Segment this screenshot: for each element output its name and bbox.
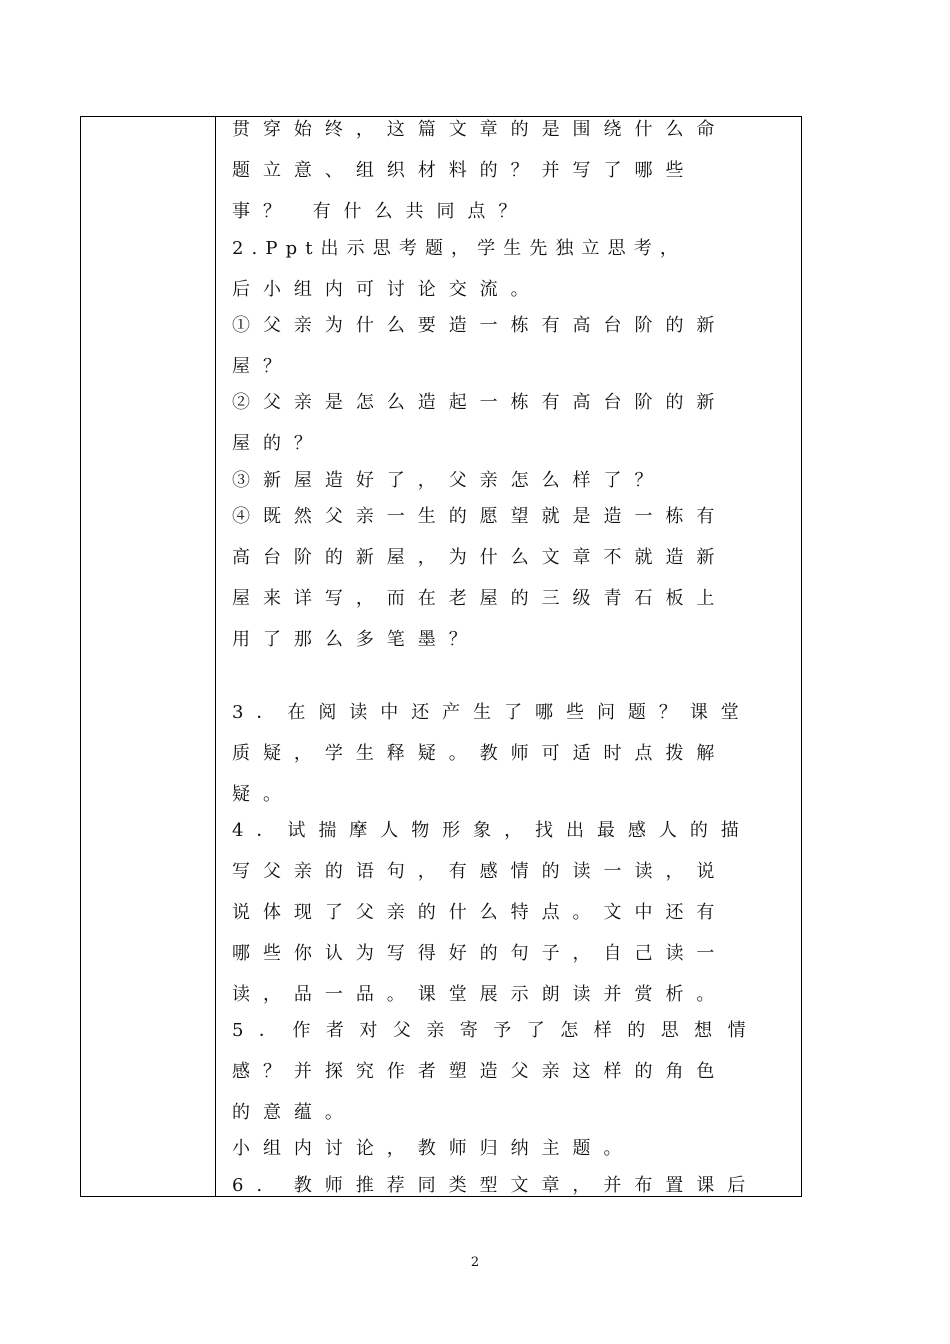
text-line: 屋？ <box>232 356 294 377</box>
text-line: 疑。 <box>232 784 294 805</box>
text-line: 写父亲的语句，有感情的读一读，说 <box>232 861 728 882</box>
text-line: 小组内讨论，教师归纳主题。 <box>232 1138 635 1159</box>
table-column-divider <box>215 116 216 1197</box>
text-line: 屋的？ <box>232 433 325 454</box>
text-line: 感？并探究作者塑造父亲这样的角色 <box>232 1061 728 1082</box>
page-number: 2 <box>470 1255 480 1270</box>
text-line: 读，品一品。课堂展示朗读并赏析。 <box>232 984 728 1005</box>
text-line: 的意蕴。 <box>232 1102 356 1123</box>
text-line: 题立意、组织材料的？并写了哪些 <box>232 160 697 181</box>
text-line: ①父亲为什么要造一栋有高台阶的新 <box>232 315 728 336</box>
text-line: 贯穿始终，这篇文章的是围绕什么命 <box>232 119 728 140</box>
text-line: 4．试揣摩人物形象，找出最感人的描 <box>232 820 752 841</box>
text-line: 哪些你认为写得好的句子，自己读一 <box>232 943 728 964</box>
text-line: 屋来详写，而在老屋的三级青石板上 <box>232 588 728 609</box>
text-line: 2.Ppt出示思考题，学生先独立思考， <box>232 238 686 259</box>
text-line: 说体现了父亲的什么特点。文中还有 <box>232 902 728 923</box>
text-line: 高台阶的新屋，为什么文章不就造新 <box>232 547 728 568</box>
text-line: 用了那么多笔墨？ <box>232 629 480 650</box>
text-line: 3．在阅读中还产生了哪些问题？课堂 <box>232 702 752 723</box>
text-line: 质疑，学生释疑。教师可适时点拨解 <box>232 743 728 764</box>
text-line: ③新屋造好了，父亲怎么样了？ <box>232 470 666 491</box>
text-line: ②父亲是怎么造起一栋有高台阶的新 <box>232 392 728 413</box>
text-line: 5．作者对父亲寄予了怎样的思想情 <box>232 1020 762 1041</box>
text-line: ④既然父亲一生的愿望就是造一栋有 <box>232 506 728 527</box>
text-line: 6. 教师推荐同类型文章，并布置课后 <box>232 1175 759 1196</box>
text-line: 后小组内可讨论交流。 <box>232 279 542 300</box>
text-line: 事？ 有什么共同点？ <box>232 201 530 222</box>
